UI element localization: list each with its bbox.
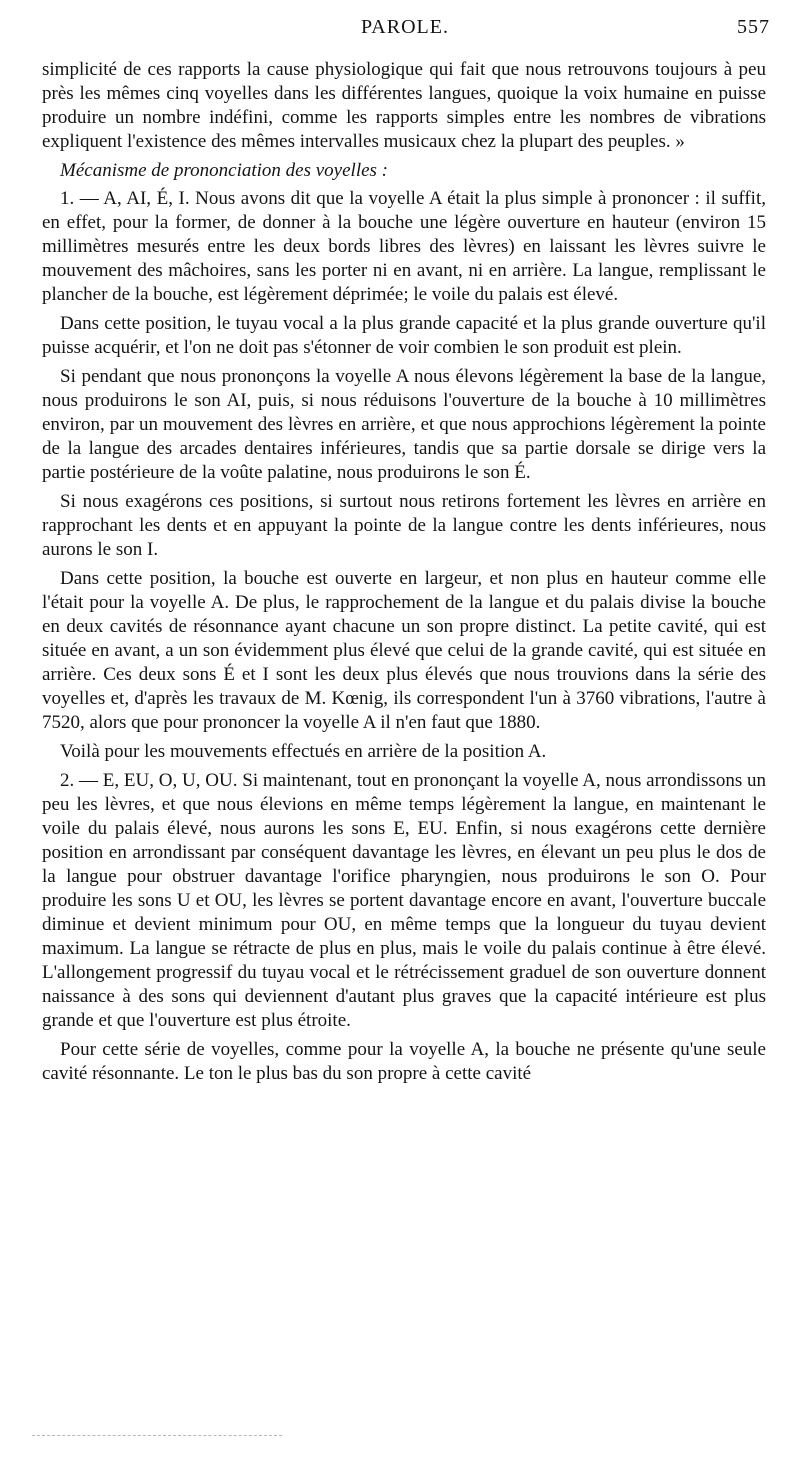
paragraph-vowel-group-1: 1. — A, AI, É, I. Nous avons dit que la voyelle A était la plus simple à prononcer : il suffit, en effet, pour la former, de donner à la bouche une légère ouverture en hauteur (environ 15 millimètres mesurés entre les deux bords libres des lèvres) en laissant les lèvres suivre le mouvement des mâchoires, sans les porter ni en avant, ni en arrière. La langue, remplissant le plancher de la bouche, est légèrement déprimée; le voile du palais est élevé. xyxy=(42,188,766,305)
footer-rule xyxy=(32,1435,282,1436)
paragraph: Voilà pour les mouvements effectués en arrière de la position A. xyxy=(60,741,547,762)
page-body xyxy=(42,58,766,1086)
paragraph-continuation: simplicité de ces rapports la cause physiologique qui fait que nous retrouvons toujours à peu près les mêmes cinq voyelles dans les différentes langues, quoique la voix humaine en puisse produire un nombre indéfini, comme les rapports simples entre les nombres de vibrations expliquent l'existence des mêmes intervalles musicaux chez la plupart des peuples. » xyxy=(42,59,766,152)
paragraph-vowel-group-2: 2. — E, EU, O, U, OU. Si maintenant, tout en prononçant la voyelle A, nous arrondissons un peu les lèvres, et que nous élevions en même temps légèrement la langue, en maintenant le voile du palais élevé, nous aurons les sons E, EU. Enfin, si nous exagérons cette dernière position en arrondissant par conséquent davantage les lèvres, en élevant un peu plus le dos de la langue pour obstruer davantage l'orifice pharyngien, nous produirons le son O. Pour produire les sons U et OU, les lèvres se portent davantage encore en avant, l'ouverture buccale diminue et devient minimum pour OU, en même temps que la longueur du tuyau devient maximum. La langue se rétracte de plus en plus, mais le voile du palais continue à être élevé. L'allongement progressif du tuyau vocal et le rétrécissement graduel de son ouverture donnent naissance à des sons qui deviennent d'autant plus graves que la capacité intérieure est plus grande et que l'ouverture est plus étroite. xyxy=(42,770,766,1031)
running-title: PAROLE. xyxy=(361,16,449,38)
page-header xyxy=(40,10,770,44)
paragraph: Dans cette position, le tuyau vocal a la plus grande capacité et la plus grande ouverture qu'il puisse acquérir, et l'on ne doit pas s'étonner de voir combien le son produit est plein. xyxy=(42,313,766,358)
page-number: 557 xyxy=(737,16,770,38)
section-heading: Mécanisme de prononciation des voyelles : xyxy=(60,160,389,181)
paragraph: Si pendant que nous prononçons la voyelle A nous élevons légèrement la base de la langue, nous produirons le son AI, puis, si nous réduisons l'ouverture de la bouche à 10 millimètres environ, par un mouvement des lèvres en arrière, et que nous approchions légèrement la pointe de la langue des arcades dentaires inférieures, tandis que sa partie dorsale se dirige vers la partie postérieure de la voûte palatine, nous produirons le son É. xyxy=(42,366,766,483)
paragraph: Si nous exagérons ces positions, si surtout nous retirons fortement les lèvres en arrière en rapprochant les dents et en appuyant la pointe de la langue contre les dents inférieures, nous aurons le son I. xyxy=(42,491,766,560)
paragraph: Dans cette position, la bouche est ouverte en largeur, et non plus en hauteur comme elle l'était pour la voyelle A. De plus, le rapprochement de la langue et du palais divise la bouche en deux cavités de résonnance ayant chacune un son propre distinct. La petite cavité, qui est située en avant, a un son évidemment plus élevé que celui de la grande cavité, qui est située en arrière. Ces deux sons É et I sont les deux plus élevés que nous trouvions dans la série des voyelles et, d'après les travaux de M. Kœnig, ils correspondent l'un à 3760 vibrations, l'autre à 7520, alors que pour prononcer la voyelle A il n'en faut que 1880. xyxy=(42,568,766,733)
paragraph: Pour cette série de voyelles, comme pour la voyelle A, la bouche ne présente qu'une seule cavité résonnante. Le ton le plus bas du son propre à cette cavité xyxy=(42,1039,766,1084)
